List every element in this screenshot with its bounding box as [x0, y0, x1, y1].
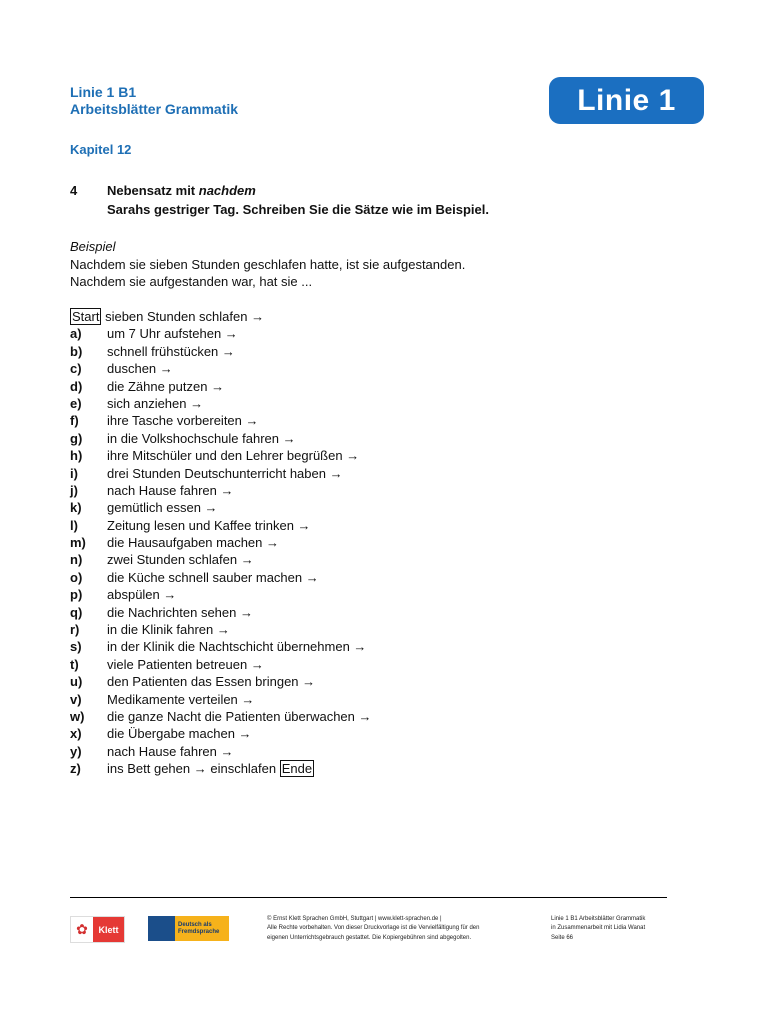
item-text: duschen → — [107, 361, 173, 377]
item-label: a) — [70, 326, 82, 342]
item-text: in die Volkshochschule fahren → — [107, 430, 296, 446]
item-label: e) — [70, 395, 82, 411]
item-text: zwei Stunden schlafen → — [107, 552, 254, 568]
daf-mark-icon — [148, 916, 175, 941]
item-text: die Hausaufgaben machen → — [107, 535, 280, 551]
course-title: Linie 1 B1 — [70, 84, 137, 100]
task-text — [107, 181, 489, 219]
item-label: u) — [70, 674, 83, 690]
item-text: gemütlich essen → — [107, 500, 218, 516]
item-label: v) — [70, 691, 82, 707]
task-title-keyword: nachdem — [198, 183, 256, 198]
item-label: i) — [70, 465, 78, 481]
item-label: p) — [70, 587, 83, 603]
item-text: die Nachrichten sehen → — [107, 604, 253, 620]
example-heading: Beispiel — [70, 239, 116, 254]
item-text: abspülen → — [107, 587, 177, 603]
item-label: r) — [70, 622, 80, 638]
item-label: s) — [70, 639, 82, 655]
item-text: in die Klinik fahren → — [107, 622, 230, 638]
item-text: viele Patienten betreuen → — [107, 656, 264, 672]
item-text: die Zähne putzen → — [107, 378, 225, 394]
start-box: Start — [72, 309, 100, 324]
item-text: schnell frühstücken → — [107, 343, 235, 359]
item-label: t) — [70, 656, 79, 672]
page-number: Seite 66 — [551, 934, 574, 941]
item-label: m) — [70, 535, 86, 551]
footer-copyright: © Ernst Klett Sprachen GmbH, Stuttgart | www.klett-sprachen.de | Alle Rechte vorbehalten. Von dieser Druckvorlage ist die Vervielfältigung für den eigenen Unterrichtsgebrauch gestattet. Die Kopiergebühren sind abgegolten. — [267, 916, 480, 941]
item-text: Medikamente verteilen → — [107, 691, 255, 707]
linie1-logo — [549, 77, 704, 124]
footer-info: Linie 1 B1 Arbeitsblätter Grammatik in Zusammenarbeit mit Lidia Wanat Seite 66 — [551, 915, 681, 943]
daf-logo-line2: Fremdsprache — [178, 928, 220, 935]
item-label: h) — [70, 448, 83, 464]
item-label: q) — [70, 604, 83, 620]
item-label: c) — [70, 361, 82, 377]
item-label: d) — [70, 378, 83, 394]
item-text: die ganze Nacht die Patienten überwachen → — [107, 708, 372, 724]
item-text: in der Klinik die Nachtschicht übernehmen → — [107, 639, 367, 655]
item-text: sich anziehen → — [107, 395, 204, 411]
item-text: ihre Mitschüler und den Lehrer begrüßen → — [107, 448, 360, 464]
chapter-label: Kapitel 12 — [70, 142, 132, 157]
item-label: j) — [70, 482, 78, 498]
item-label: k) — [70, 500, 82, 516]
item-text: Zeitung lesen und Kaffee trinken → — [107, 517, 311, 533]
item-label: f) — [70, 413, 79, 429]
item-label: o) — [70, 569, 83, 585]
item-text: die Küche schnell sauber machen → — [107, 569, 319, 585]
item-label: l) — [70, 517, 78, 533]
item-text: ins Bett gehen → einschlafen — [107, 761, 280, 777]
footer-divider — [70, 897, 667, 898]
klett-logo — [70, 916, 125, 943]
item-label: n) — [70, 552, 83, 568]
item-label: w) — [70, 708, 85, 724]
item-label: z) — [70, 761, 81, 777]
end-box: Ende — [281, 761, 313, 777]
item-label: g) — [70, 430, 83, 446]
klett-logo-text: Klett — [93, 917, 124, 942]
item-text: die Übergabe machen → — [107, 726, 252, 742]
item-text: drei Stunden Deutschunterricht haben → — [107, 465, 343, 481]
daf-logo-line1: Deutsch als — [178, 921, 212, 928]
item-text: den Patienten das Essen bringen → — [107, 674, 316, 690]
item-text: nach Hause fahren → — [107, 482, 234, 498]
item-text: ihre Tasche vorbereiten → — [107, 413, 259, 429]
task-instruction: Sarahs gestriger Tag. Schreiben Sie die Sätze wie im Beispiel. — [107, 202, 489, 217]
worksheet-title: Arbeitsblätter Grammatik — [70, 101, 239, 117]
start-text: sieben Stunden schlafen → — [101, 309, 265, 324]
item-label: b) — [70, 343, 83, 359]
item-text: um 7 Uhr aufstehen → — [107, 326, 238, 342]
document-header — [70, 84, 238, 118]
logo-text: Linie 1 — [577, 83, 676, 117]
klett-mark-icon: ✿ — [71, 917, 93, 942]
item-label: y) — [70, 743, 82, 759]
task-title: Nebensatz mit nachdem — [107, 183, 256, 198]
task-number: 4 — [70, 183, 78, 198]
item-label: x) — [70, 726, 82, 742]
example-block — [70, 238, 465, 291]
example-line-2: Nachdem sie aufgestanden war, hat sie ... — [70, 274, 313, 289]
example-line-1: Nachdem sie sieben Stunden geschlafen hatte, ist sie aufgestanden. — [70, 256, 466, 272]
daf-logo — [148, 916, 229, 941]
item-text: nach Hause fahren → — [107, 743, 234, 759]
